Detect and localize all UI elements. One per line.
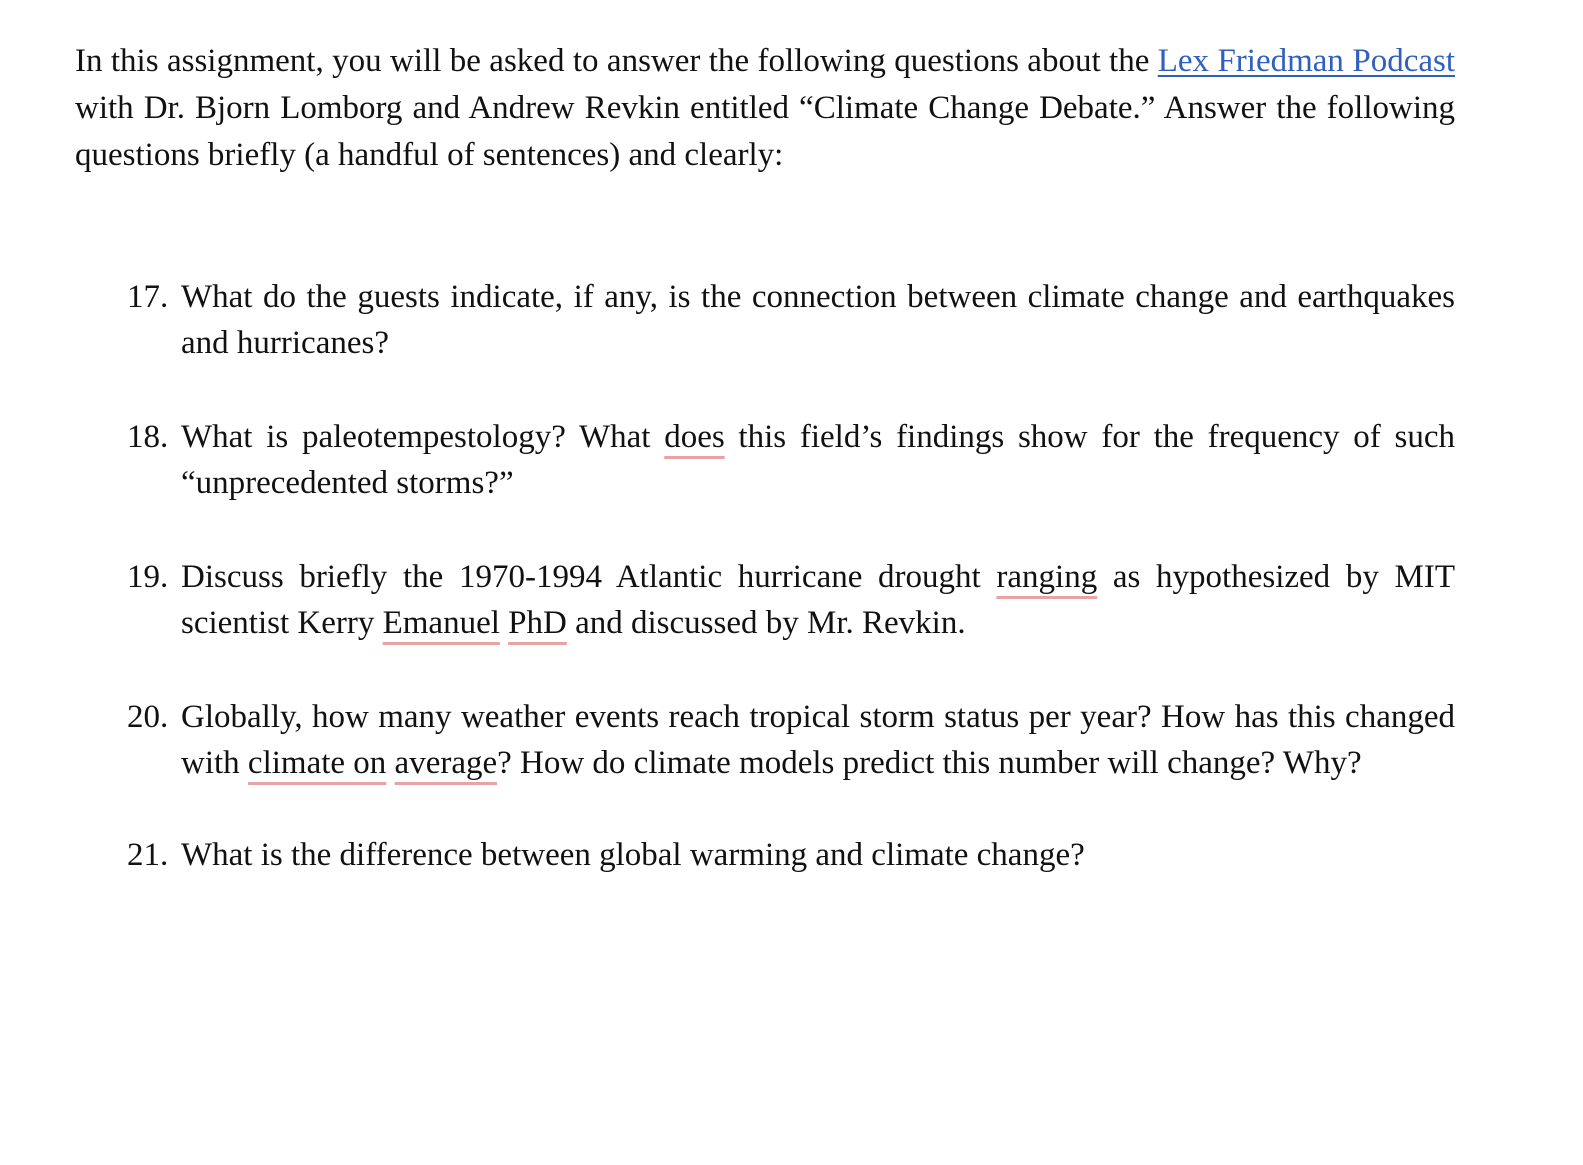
spelling-flagged-word[interactable]: PhD (508, 605, 567, 641)
question-number: 17. (127, 279, 169, 315)
question-21 (127, 832, 1455, 878)
question-19 (127, 554, 1455, 646)
question-17 (127, 274, 1455, 366)
spelling-flagged-word[interactable]: Emanuel (382, 605, 500, 641)
intro-text-start: In this assignment, you will be asked to answer the following questions about the (75, 43, 1158, 79)
question-text: as hypothesized by MIT scientist Kerry (181, 559, 1455, 641)
question-text: What is the difference between global warming and climate change? (181, 837, 1085, 873)
question-text: this field’s findings show for the frequency of such “unprecedented storms?” (181, 419, 1455, 501)
question-text: What do the guests indicate, if any, is the connection between climate change and earthquakes and hurricanes? (181, 279, 1455, 361)
question-text: and discussed by Mr. Revkin. (566, 605, 966, 641)
intro-text-end: with Dr. Bjorn Lomborg and Andrew Revkin entitled “Climate Change Debate.” Answer the following questions briefly (a handful of sentences) and clearly: (75, 90, 1455, 173)
document-page (75, 38, 1455, 873)
grammar-flagged-word[interactable]: average (394, 745, 498, 781)
question-text: Globally, how many weather events reach tropical storm status per year? How has this changed with (181, 699, 1455, 781)
grammar-flagged-word[interactable]: does (664, 419, 725, 455)
question-text: What is paleotempestology? What (181, 419, 665, 455)
question-text: ? How do climate models predict this number will change? Why? (497, 745, 1362, 781)
grammar-flagged-word[interactable]: climate on (247, 745, 387, 781)
question-18 (127, 414, 1455, 506)
question-text: Discuss briefly the 1970-1994 Atlantic hurricane drought (181, 559, 997, 595)
question-text (386, 745, 394, 781)
question-list (127, 274, 1455, 878)
question-number: 18. (127, 419, 169, 455)
question-text (500, 605, 508, 641)
question-number: 21. (127, 837, 169, 873)
question-number: 20. (127, 699, 169, 735)
podcast-link[interactable]: Lex Friedman Podcast (1157, 43, 1455, 79)
intro-paragraph (75, 38, 1455, 179)
spelling-flagged-word[interactable]: ranging (996, 559, 1098, 595)
question-20 (127, 694, 1455, 786)
question-number: 19. (127, 559, 169, 595)
